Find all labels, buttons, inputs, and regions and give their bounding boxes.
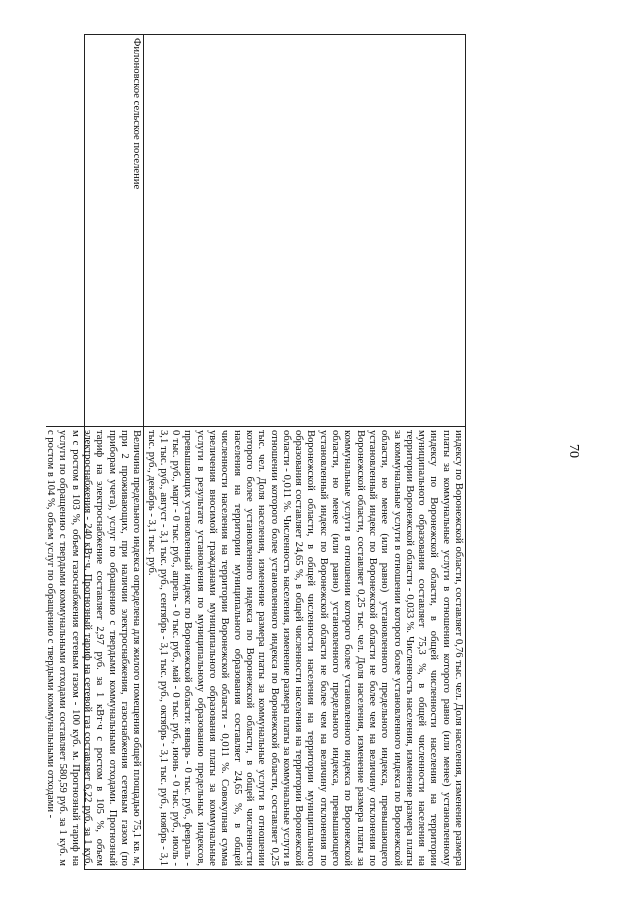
settlement-name: Филоновское сельское поселение xyxy=(131,38,143,190)
table-cell-description xyxy=(46,427,143,869)
page-number: 70 xyxy=(566,444,581,458)
description-text: Величина предельного индекса определена для жилого помещения общей площадью 75,1 кв. м, при 2 проживающих, при наличии электроснабжения, газоснабжения сетевым газом (по приборам учета), услуг по обращению с твердыми коммунальными отходами. Прогнозный тариф на электроснабжение составляет 2,97 руб. за 1 кВт·ч с ростом в 105 %, объем электроснабжения - 240 кВт·ч. Прогнозный тариф на сетевой газ составляет 6,22 руб. за 1 куб. м с ростом в 103 %, объем газоснабжения сетевым газом - 100 куб. м. Прогнозный тариф на услуги по обращению с твердыми коммунальными отходами составляет 580,59 руб. за 1 куб. м с ростом в 104 %, объем услуг по обращению с твердыми коммунальными отходами - xyxy=(45,430,143,866)
table-cell-settlement xyxy=(46,35,143,427)
rotated-table-wrapper xyxy=(45,34,466,870)
document-table xyxy=(45,34,466,870)
table-cell-settlement xyxy=(143,35,465,427)
description-text: индексу по Воронежской области, составляет 0,76 тыс. чел. Доля населения, изменение размера платы за коммунальные услуги в отношении которого равно (или менее) установленному индексу по Воронежской области, в общей численности населения на территории муниципального образования составляет 75,3 %, в общей численности населения на территории Воронежской области - 0,033 %. Численность населения, изменение размера платы за коммунальные услуги в отношении которого более установленного индекса по Воронежской области, но менее (или равно) установленного предельного индекса, превышающего установленный индекс по Воронежской области не более чем на величину отклонения по Воронежской области, составляет 0,25 тыс. чел. Доля населения, изменение размера платы за коммунальные услуги в отношении которого более установленного индекса по Воронежской области, но менее (или равно) установленного предельного индекса, превышающего установленный индекс по Воронежской области не более чем на величину отклонения по Воронежской области, в общей численности населения на территории муниципального образования составляет 24,65 %, в общей численности населения на территории Воронежской области - 0,011 %. Численность населения, изменение размера платы за коммунальные услуги в отношении которого более установленного индекса по Воронежской области, составляет 0,25 тыс. чел. Доля населения, изменение размера платы за коммунальные услуги в отношении которого более установленного индекса по Воронежской области, в общей численности населения на территории муниципального образования составляет 24,65 %, в общей численности населения на территории Воронежской области - 0,011 %. Совокупная сумма увеличения вносимой гражданами муниципального образования платы за коммунальные услуги в результате установления по муниципальному образованию предельных индексов, превышающих установленный индекс по Воронежской области: январь - 0 тыс. руб., февраль - 0 тыс. руб., март - 0 тыс. руб., апрель - 0 тыс. руб., май - 0 тыс. руб., июнь - 0 тыс. руб., июль - 3,1 тыс. руб., август - 3,1 тыс. руб., сентябрь - 3,1 тыс. руб., октябрь - 3,1 тыс. руб., ноябрь - 3,1 тыс. руб., декабрь - 3,1 тыс. руб. xyxy=(145,430,464,866)
table-cell-description xyxy=(143,427,465,869)
